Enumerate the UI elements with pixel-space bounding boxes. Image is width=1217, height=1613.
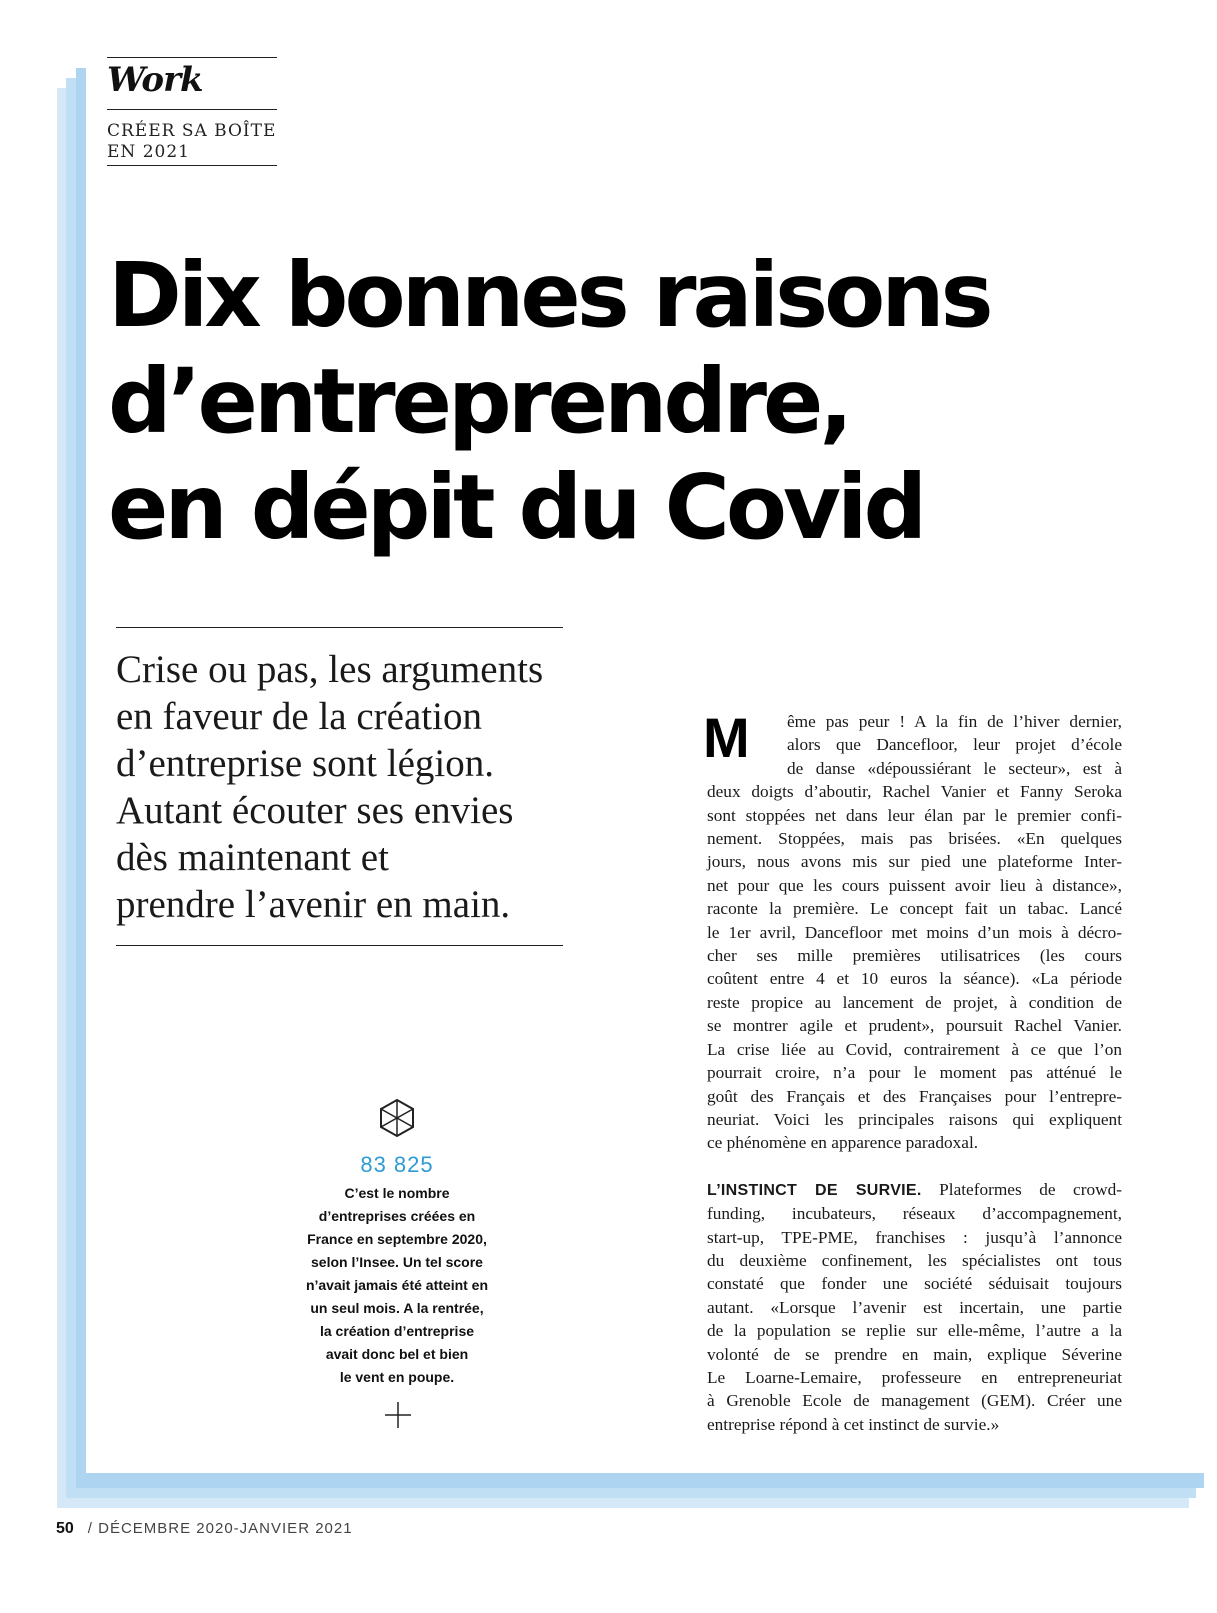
lead-line: Autant écouter ses envies — [116, 789, 514, 832]
rubric-line: CRÉER SA BOÎTE — [107, 121, 277, 141]
plus-icon — [384, 1401, 412, 1429]
body-line: neuriat. Voici les principales raisons qui expliquent — [707, 1109, 1122, 1129]
section-mid-rule — [107, 109, 277, 110]
lead-line: d’entreprise sont légion. — [116, 742, 494, 785]
page-number: 50 — [56, 1520, 74, 1537]
body-column — [707, 710, 1122, 1436]
body-line: nement. Stoppées, mais pas brisées. «En quelques — [707, 829, 1122, 849]
body-line: pourrait croire, n’a pour le moment pas atténué le — [707, 1063, 1122, 1083]
body-line: de la population se replie sur elle-même, l’autre a la — [707, 1321, 1122, 1341]
subhead: L’INSTINCT DE SURVIE. — [707, 1181, 922, 1199]
drop-cap: M — [703, 706, 750, 769]
body-line: alors que Dancefloor, leur projet d’école — [787, 735, 1122, 755]
headline-line: Dix bonnes raisons — [108, 243, 990, 347]
body-paragraph — [707, 710, 1122, 1155]
headline — [108, 242, 1188, 560]
stat-line: d’entreprises créées en — [318, 1208, 476, 1224]
body-line — [707, 1178, 1122, 1202]
lead-line: en faveur de la création — [116, 695, 482, 738]
body-line: jours, nous avons mis sur pied une plateforme Inter- — [707, 852, 1122, 872]
body-line: Le Loarne-Lemaire, professeure en entrepreneuriat — [707, 1367, 1122, 1387]
body-line: le 1er avril, Dancefloor met moins d’un mois à décro- — [707, 922, 1122, 942]
body-line: constaté que fonder une société séduisait toujours — [707, 1274, 1122, 1294]
headline-line: d’entreprendre, — [108, 349, 850, 453]
stat-line: avait donc bel et bien — [325, 1346, 469, 1362]
body-line: ême pas peur ! A la fin de l’hiver dernier, — [787, 712, 1122, 731]
body-line: à Grenoble Ecole de management (GEM). Créer une — [707, 1391, 1122, 1411]
body-line: deux doigts d’aboutir, Rachel Vanier et Fanny Seroka — [707, 782, 1122, 802]
lead-line: dès maintenant et — [116, 836, 389, 879]
stat-caption — [277, 1182, 517, 1389]
body-line: volonté de se prendre en main, explique Séverine — [707, 1344, 1122, 1364]
lead-line: prendre l’avenir en main. — [116, 883, 511, 926]
stat-line: le vent en poupe. — [339, 1369, 455, 1385]
body-line: goût des Français et des Françaises pour l’entrepre- — [707, 1086, 1122, 1106]
body-line: reste propice au lancement de projet, à condition de — [707, 992, 1122, 1012]
section-bottom-rule — [107, 165, 277, 166]
body-line: se montrer agile et prudent», poursuit Rachel Vanier. — [707, 1016, 1122, 1036]
stat-line: un seul mois. A la rentrée, — [310, 1300, 484, 1316]
stat-line: France en septembre 2020, — [307, 1231, 487, 1247]
stat-line: n’avait jamais été atteint en — [305, 1277, 489, 1293]
body-line: La crise liée au Covid, contrairement à ce que l’on — [707, 1039, 1122, 1059]
issue-date: / DÉCEMBRE 2020-JANVIER 2021 — [87, 1520, 353, 1537]
body-line: autant. «Lorsque l’avenir est incertain, une partie — [707, 1297, 1122, 1317]
lead-top-rule — [116, 627, 563, 628]
section-title: Work — [107, 60, 203, 100]
stat-line: C’est le nombre — [344, 1185, 450, 1201]
body-line: net pour que les cours puissent avoir lieu à distance», — [707, 875, 1122, 895]
lead-line: Crise ou pas, les arguments — [116, 648, 544, 691]
body-line: funding, incubateurs, réseaux d’accompagnement, — [707, 1204, 1122, 1224]
rubric-line: EN 2021 — [107, 142, 190, 162]
stat-line: la création d’entreprise — [319, 1323, 475, 1339]
body-paragraph — [707, 1178, 1122, 1436]
section-top-rule — [107, 57, 277, 58]
body-line: cher ses mille premières utilisatrices (les cours — [707, 946, 1122, 966]
body-line: de danse «dépoussiérant le secteur», est à — [787, 758, 1122, 778]
body-line: du deuxième confinement, les spécialistes ont tous — [707, 1250, 1122, 1270]
folio — [56, 1520, 353, 1538]
body-line: start-up, TPE-PME, franchises : jusqu’à l’annonce — [707, 1227, 1122, 1247]
stat-number: 83 825 — [360, 1152, 434, 1177]
rubric — [107, 121, 276, 163]
body-line: sont stoppées net dans leur élan par le premier confi- — [707, 805, 1122, 825]
lead-bottom-rule — [116, 945, 563, 946]
headline-line: en dépit du Covid — [108, 455, 924, 559]
hexagon-cube-icon — [378, 1098, 416, 1138]
stat-line: selon l’Insee. Un tel score — [311, 1254, 483, 1270]
body-line: raconte la première. Le concept fait un tabac. Lancé — [707, 899, 1122, 919]
body-line: entreprise répond à cet instinct de survie.» — [707, 1414, 1000, 1434]
body-line: coûtent entre 4 et 10 euros la séance). «La période — [707, 969, 1122, 989]
lead-paragraph — [116, 646, 576, 928]
body-line-text: Plateformes de crowd- — [921, 1179, 1122, 1199]
body-line: ce phénomène en apparence paradoxal. — [707, 1133, 979, 1153]
